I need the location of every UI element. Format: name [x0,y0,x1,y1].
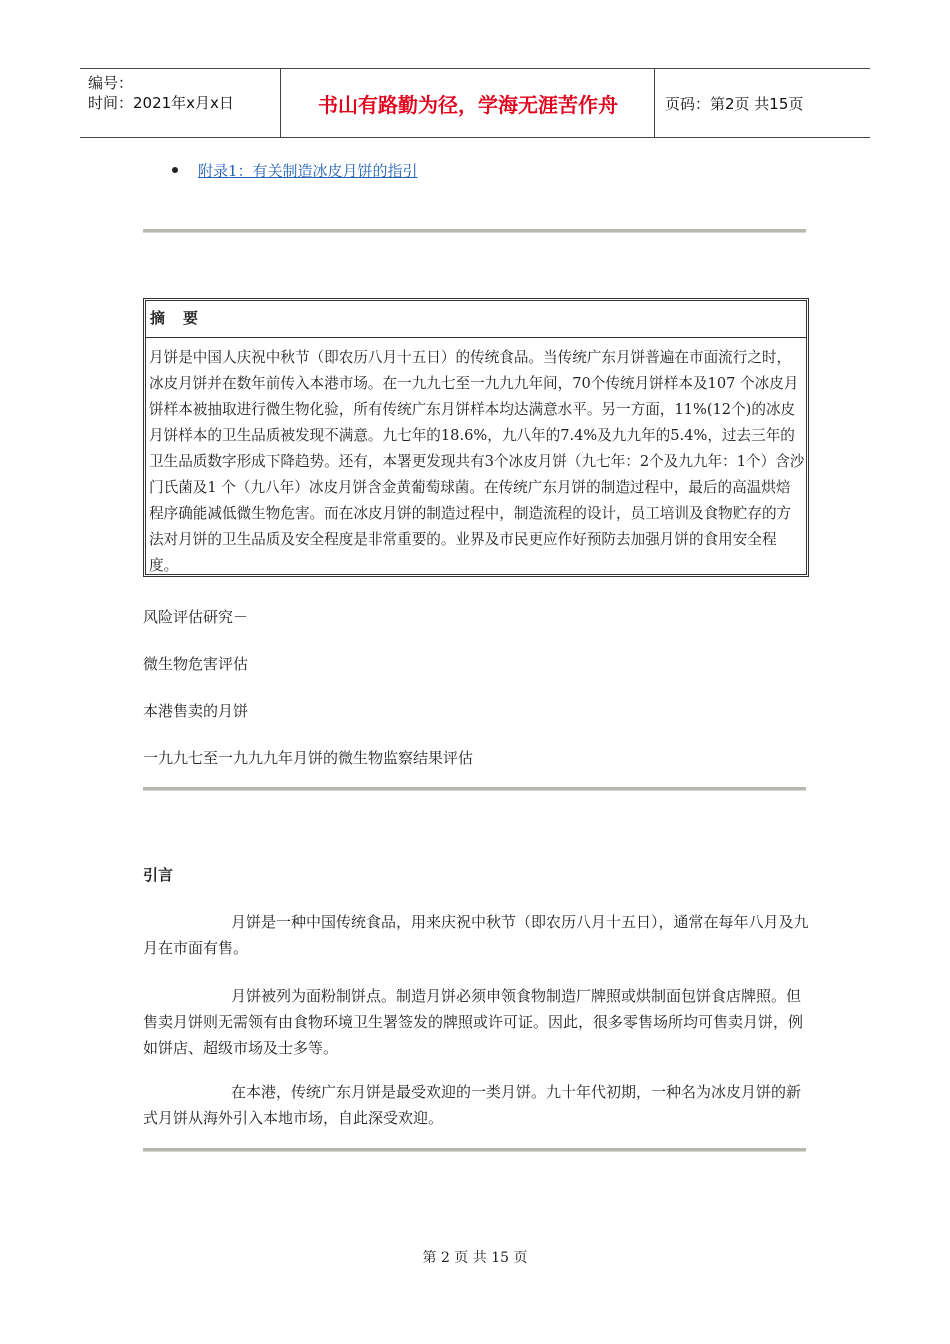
intro-heading: 引言 [143,866,174,884]
abstract-box [143,298,809,577]
header-page-info: 页码：第2页 共15页 [665,94,804,113]
number-label: 编号： [88,74,134,92]
time-line: 时间：2021年x月x日 [88,94,234,112]
bullet-icon [172,167,178,173]
divider [143,1148,806,1152]
appendix-list-item [172,160,418,181]
abstract-title: 摘要 [150,309,217,327]
intro-paragraph: 月饼被列为面粉制饼点。制造月饼必须申领食物制造厂牌照或烘制面包饼食店牌照。但售卖月饼则无需领有由食物环境卫生署签发的牌照或许可证。因此，很多零售场所均可售卖月饼，例如饼店、超级市场及士多等。 [143,987,804,1057]
header-meta [80,69,281,137]
intro-paragraph: 在本港，传统广东月饼是最受欢迎的一类月饼。九十年代初期，一种名为冰皮月饼的新式月饼从海外引入本地市场，自此深受欢迎。 [143,1083,802,1127]
intro-paragraph: 月饼是一种中国传统食品，用来庆祝中秋节（即农历八月十五日），通常在每年八月及九月在市面有售。 [143,913,809,957]
keyword-item: 风险评估研究－ [143,608,249,626]
keyword-item: 微生物危害评估 [143,655,249,673]
keyword-item: 一九九七至一九九九年月饼的微生物监察结果评估 [143,749,474,767]
appendix-link[interactable]: 附录1：有关制造冰皮月饼的指引 [198,162,418,180]
page-header [80,68,870,138]
keyword-item: 本港售卖的月饼 [143,702,249,720]
divider [143,229,806,233]
divider [143,787,806,791]
abstract-text: 月饼是中国人庆祝中秋节（即农历八月十五日）的传统食品。当传统广东月饼普遍在市面流行之时，冰皮月饼并在数年前传入本港市场。在一九九七至一九九九年间，70个传统月饼样本及107 个冰皮月饼样本被抽取进行微生物化验，所有传统广东月饼样本均达满意水平。另一方面，11%(12个)的冰皮月饼样本的卫生品质被发现不满意。九七年的18.6%，九八年的7.4%及九九年的5.4%，过去三年的卫生品质数字形成下降趋势。还有，本署更发现共有3个冰皮月饼（九七年：2个及九九年：1个）含沙门氏菌及1 个（九八年）冰皮月饼含金黄葡萄球菌。在传统广东月饼的制造过程中，最后的高温烘焙程序确能减低微生物危害。而在冰皮月饼的制造过程中，制造流程的设计，员工培训及食物贮存的方法对月饼的卫生品质及安全程度是非常重要的。业界及市民更应作好预防去加强月饼的食用安全程度。 [149,349,805,574]
header-motto: 书山有路勤为径，学海无涯苦作舟 [282,69,655,137]
page-footer: 第 2 页 共 15 页 [422,1250,528,1266]
abstract-divider [146,337,806,338]
